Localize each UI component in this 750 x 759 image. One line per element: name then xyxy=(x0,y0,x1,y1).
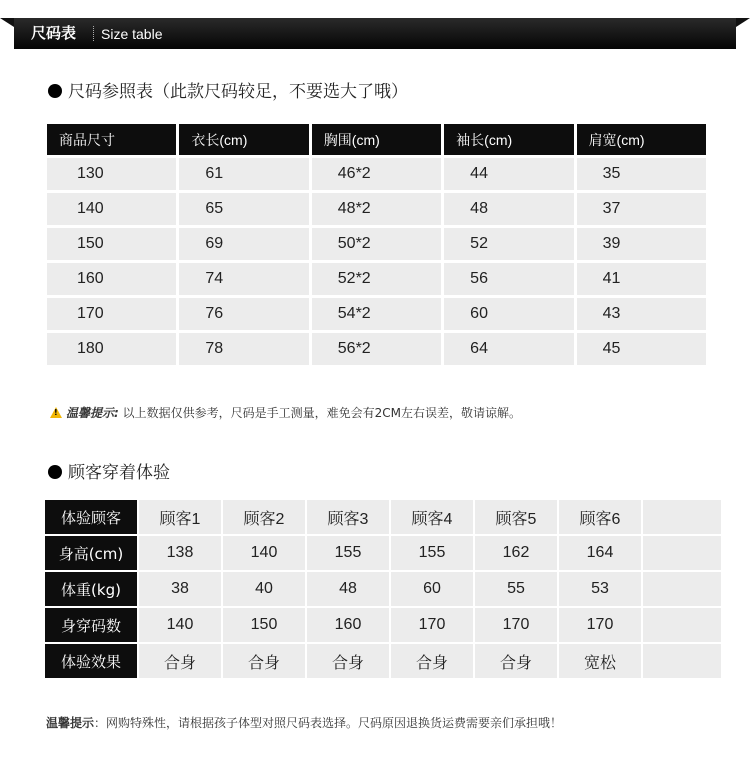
customer-table-cell: 170 xyxy=(391,608,473,642)
customer-table-row xyxy=(45,608,721,642)
customer-table-cell: 160 xyxy=(307,608,389,642)
size-table-cell: 48 xyxy=(444,193,573,225)
size-table-cell: 170 xyxy=(47,298,176,330)
customer-table-cell: 48 xyxy=(307,572,389,606)
customer-table-row xyxy=(45,572,721,606)
customer-table-cell: 164 xyxy=(559,536,641,570)
size-header-cell: 商品尺寸 xyxy=(47,124,176,155)
customer-table-row xyxy=(45,500,721,534)
size-table xyxy=(44,121,709,368)
size-table-cell: 61 xyxy=(179,158,308,190)
customer-table-cell: 155 xyxy=(391,536,473,570)
size-header-cell: 衣长(cm) xyxy=(179,124,308,155)
size-table-row xyxy=(47,158,706,190)
customer-table-cell: 53 xyxy=(559,572,641,606)
customer-section-heading xyxy=(48,462,170,484)
size-table-cell: 150 xyxy=(47,228,176,260)
size-table-row xyxy=(47,193,706,225)
customer-row-label: 体重(kg) xyxy=(45,572,137,606)
size-table-cell: 45 xyxy=(577,333,706,365)
customer-table-cell: 150 xyxy=(223,608,305,642)
size-table-cell: 130 xyxy=(47,158,176,190)
size-table-cell: 74 xyxy=(179,263,308,295)
size-section-heading xyxy=(48,81,408,103)
size-table-cell: 52 xyxy=(444,228,573,260)
size-table-cell: 160 xyxy=(47,263,176,295)
size-header-cell: 胸围(cm) xyxy=(312,124,441,155)
customer-table-cell: 38 xyxy=(139,572,221,606)
customer-table-cell: 顾客5 xyxy=(475,500,557,534)
size-table-cell: 54*2 xyxy=(312,298,441,330)
customer-table-empty-cell xyxy=(643,500,721,534)
customer-table-cell: 合身 xyxy=(475,644,557,678)
size-table-cell: 48*2 xyxy=(312,193,441,225)
customer-table-cell: 宽松 xyxy=(559,644,641,678)
banner-left-tip xyxy=(0,18,14,27)
bullet-icon xyxy=(48,465,62,479)
customer-row-label: 身高(cm) xyxy=(45,536,137,570)
customer-section-title: 顾客穿着体验 xyxy=(68,463,170,483)
customer-table xyxy=(43,498,723,680)
customer-table-cell: 合身 xyxy=(139,644,221,678)
customer-table-empty-cell xyxy=(643,644,721,678)
size-table-cell: 39 xyxy=(577,228,706,260)
size-table-cell: 50*2 xyxy=(312,228,441,260)
footer-text: ：网购特殊性，请根据孩子体型对照尺码表选择。尺码原因退换货运费需要亲们承担哦！ xyxy=(94,716,563,730)
customer-table-cell: 合身 xyxy=(307,644,389,678)
bullet-icon xyxy=(48,84,62,98)
customer-table-cell: 55 xyxy=(475,572,557,606)
customer-table-cell: 合身 xyxy=(223,644,305,678)
customer-table-empty-cell xyxy=(643,572,721,606)
size-table-cell: 60 xyxy=(444,298,573,330)
footer-notice xyxy=(46,714,562,732)
customer-row-label: 体验顾客 xyxy=(45,500,137,534)
size-table-cell: 56*2 xyxy=(312,333,441,365)
size-table-cell: 35 xyxy=(577,158,706,190)
size-table-banner xyxy=(0,18,750,49)
customer-table-cell: 合身 xyxy=(391,644,473,678)
measurement-notice xyxy=(50,404,521,422)
customer-table-cell: 162 xyxy=(475,536,557,570)
banner-subtitle: Size table xyxy=(101,26,163,42)
banner-title: 尺码表 xyxy=(31,24,77,42)
size-table-cell: 41 xyxy=(577,263,706,295)
customer-table-cell: 顾客4 xyxy=(391,500,473,534)
size-table-row xyxy=(47,263,706,295)
customer-table-cell: 顾客1 xyxy=(139,500,221,534)
size-table-cell: 44 xyxy=(444,158,573,190)
customer-table-cell: 140 xyxy=(223,536,305,570)
size-table-row xyxy=(47,298,706,330)
customer-table-cell: 60 xyxy=(391,572,473,606)
size-table-row xyxy=(47,333,706,365)
size-table-cell: 180 xyxy=(47,333,176,365)
size-table-cell: 56 xyxy=(444,263,573,295)
customer-table-cell: 155 xyxy=(307,536,389,570)
size-table-cell: 43 xyxy=(577,298,706,330)
customer-table-row xyxy=(45,536,721,570)
customer-table-cell: 顾客6 xyxy=(559,500,641,534)
size-table-cell: 52*2 xyxy=(312,263,441,295)
customer-row-label: 身穿码数 xyxy=(45,608,137,642)
size-table-cell: 69 xyxy=(179,228,308,260)
size-table-cell: 46*2 xyxy=(312,158,441,190)
size-section-title: 尺码参照表（此款尺码较足，不要选大了哦） xyxy=(68,82,408,102)
size-table-cell: 78 xyxy=(179,333,308,365)
banner-right-tip xyxy=(736,18,750,27)
notice-text: 以上数据仅供参考，尺码是手工测量，难免会有2CM左右误差，敬请谅解。 xyxy=(118,406,521,420)
size-table-header-row xyxy=(47,124,706,155)
warning-icon xyxy=(50,407,62,418)
customer-table-empty-cell xyxy=(643,608,721,642)
footer-label: 温馨提示 xyxy=(46,716,95,730)
size-table-cell: 37 xyxy=(577,193,706,225)
size-table-row xyxy=(47,228,706,260)
size-header-cell: 肩宽(cm) xyxy=(577,124,706,155)
customer-table-cell: 170 xyxy=(559,608,641,642)
customer-table-empty-cell xyxy=(643,536,721,570)
size-table-cell: 140 xyxy=(47,193,176,225)
customer-table-cell: 顾客2 xyxy=(223,500,305,534)
customer-table-cell: 40 xyxy=(223,572,305,606)
customer-table-cell: 170 xyxy=(475,608,557,642)
notice-label: 温馨提示: xyxy=(66,406,119,420)
customer-table-cell: 138 xyxy=(139,536,221,570)
size-table-cell: 76 xyxy=(179,298,308,330)
size-table-cell: 65 xyxy=(179,193,308,225)
size-header-cell: 袖长(cm) xyxy=(444,124,573,155)
customer-table-row xyxy=(45,644,721,678)
customer-row-label: 体验效果 xyxy=(45,644,137,678)
customer-table-cell: 140 xyxy=(139,608,221,642)
banner-divider xyxy=(93,26,94,41)
size-table-cell: 64 xyxy=(444,333,573,365)
customer-table-cell: 顾客3 xyxy=(307,500,389,534)
